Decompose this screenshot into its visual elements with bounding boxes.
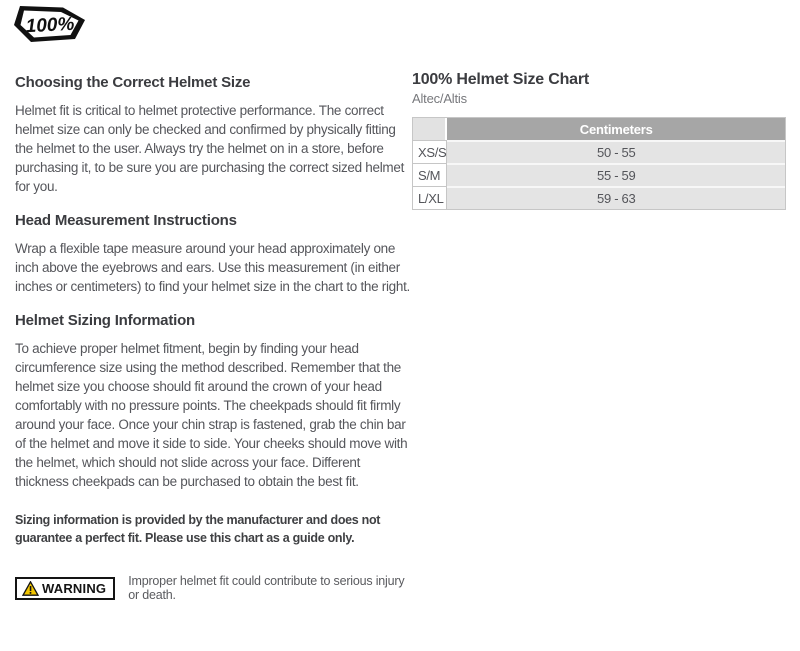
logo-100percent-icon (14, 4, 86, 46)
table-header-row (413, 118, 785, 140)
warning-badge-label: WARNING (42, 580, 107, 596)
size-range-xs-s: 50 - 55 (447, 140, 785, 163)
brand-logo-100percent (14, 4, 86, 46)
table-corner-cell (413, 118, 447, 140)
table-row (413, 140, 785, 163)
size-chart-column (412, 70, 786, 210)
warning-note (15, 574, 411, 602)
warning-triangle-icon (22, 581, 39, 596)
table-row (413, 163, 785, 186)
section-body-choosing-size: Helmet fit is critical to helmet protective performance. The correct helmet size can only be checked and confirmed by physically fitting the helmet to the user. Always try the helmet on in a store, before purchasing it, to be sure you are purchasing the correct sized helmet for you. (15, 103, 405, 194)
size-range-s-m: 55 - 59 (447, 163, 785, 186)
table-row (413, 186, 785, 209)
section-body-sizing-information: To achieve proper helmet fitment, begin by finding your head circumference size using the method described. Remember that the helmet size you choose should fit around the crown of your head comfortably with no pressure points. The cheekpads should fit firmly around your face. Once your chin strap is fastened, grab the chin bar of the helmet and move it side to side. Your cheeks should move with the helmet, which should not slide across your face. Different thickness cheekpads can be purchased to obtain the best fit. (15, 341, 408, 489)
sizing-info-column (15, 68, 411, 602)
section-heading-choosing-size: Choosing the Correct Helmet Size (15, 74, 251, 91)
logo-text: 100% (25, 13, 75, 38)
size-chart-title: 100% Helmet Size Chart (412, 71, 590, 88)
size-label-s-m: S/M (413, 163, 447, 186)
helmet-size-table (412, 117, 786, 210)
size-label-xs-s: XS/S (413, 140, 447, 163)
size-label-l-xl: L/XL (413, 186, 447, 209)
section-body-head-measurement: Wrap a flexible tape measure around your head approximately one inch above the eyebrows and ears. Use this measurement (in either inches or centimeters) to find your helmet size in the chart to the right. (15, 241, 410, 294)
table-column-header: Centimeters (447, 118, 785, 140)
manufacturer-disclaimer: Sizing information is provided by the manufacturer and does not guarantee a perfect fit. Please use this chart as a guide only. (15, 513, 381, 545)
size-range-l-xl: 59 - 63 (447, 186, 785, 209)
warning-text: Improper helmet fit could contribute to serious injury or death. (128, 574, 405, 602)
section-heading-sizing-information: Helmet Sizing Information (15, 312, 196, 329)
warning-badge (15, 577, 115, 600)
section-heading-head-measurement: Head Measurement Instructions (15, 212, 237, 229)
size-chart-subtitle: Altec/Altis (412, 91, 467, 106)
